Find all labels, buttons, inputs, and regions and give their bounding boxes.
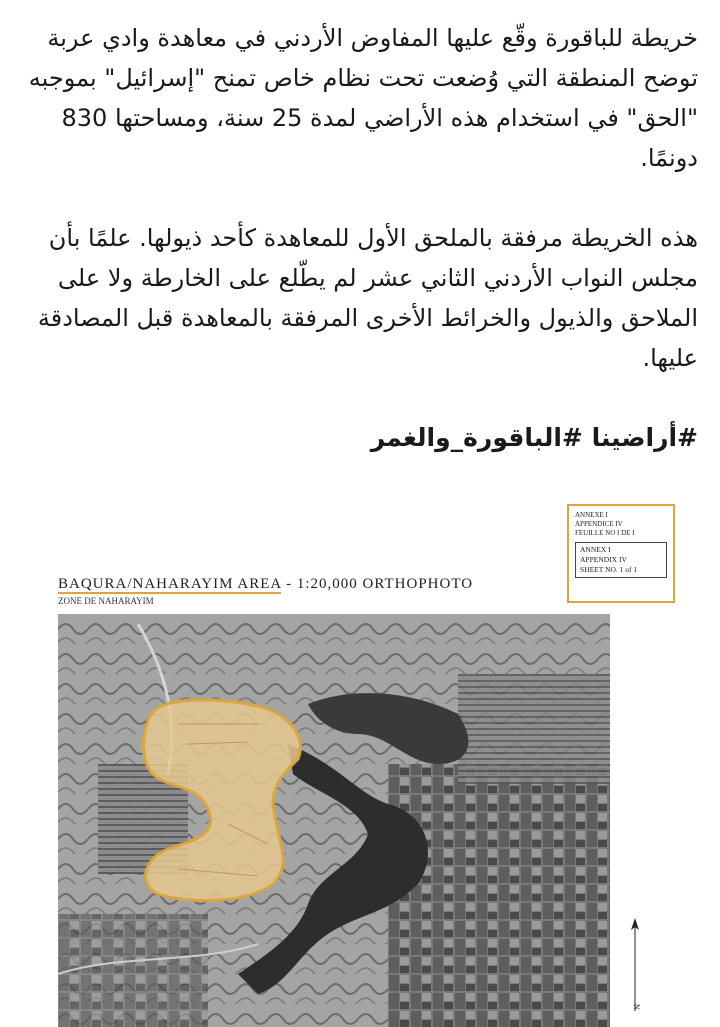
post-text bbox=[14, 18, 698, 458]
post-hashtags[interactable]: #أراضينا #الباقورة_والغمر bbox=[370, 423, 698, 452]
orthophoto-drawing bbox=[58, 614, 610, 1027]
annex-en-line-1: ANNEX I bbox=[580, 545, 611, 554]
post-paragraph-1: خريطة للباقورة وقّع عليها المفاوض الأردني في معاهدة وادي عربة توضح المنطقة التي وُضعت تحت نظام خاص تمنح "إسرائيل" بموجبه "الحق" في استخدام هذه الأراضي لمدة 25 سنة، ومساحتها 830 دونمًا. bbox=[28, 24, 698, 172]
map-image[interactable] bbox=[0, 496, 720, 1027]
annex-en-box bbox=[575, 542, 667, 578]
orthophoto bbox=[58, 614, 610, 1027]
annex-en-line-3: SHEET NO. 1 of 1 bbox=[580, 565, 638, 574]
post-paragraph-2: هذه الخريطة مرفقة بالملحق الأول للمعاهدة كأحد ذيولها. علمًا بأن مجلس النواب الأردني الثاني عشر لم يطّلع على الخارطة ولا على الملاحق والذيول والخرائط الأخرى المرفقة بالمعاهدة قبل المصادقة عليها. bbox=[37, 224, 698, 372]
annex-fr-line-3: FEUILLE NO I DE I bbox=[575, 529, 635, 537]
map-title-area: BAQURA/NAHARAYIM AREA bbox=[58, 576, 282, 592]
annex-fr-line-2: APPENDICE IV bbox=[575, 520, 623, 528]
map-title-scale: - 1:20,000 ORTHOPHOTO bbox=[281, 576, 474, 592]
annex-en-line-2: APPENDIX IV bbox=[580, 555, 627, 564]
annex-fr-line-1: ANNEXE I bbox=[575, 511, 608, 519]
north-label: N bbox=[632, 1004, 641, 1010]
north-arrow-icon bbox=[627, 916, 643, 1016]
map-title bbox=[58, 576, 473, 593]
annex-label-box bbox=[567, 504, 675, 603]
map-subtitle: ZONE DE NAHARAYIM bbox=[58, 596, 154, 606]
